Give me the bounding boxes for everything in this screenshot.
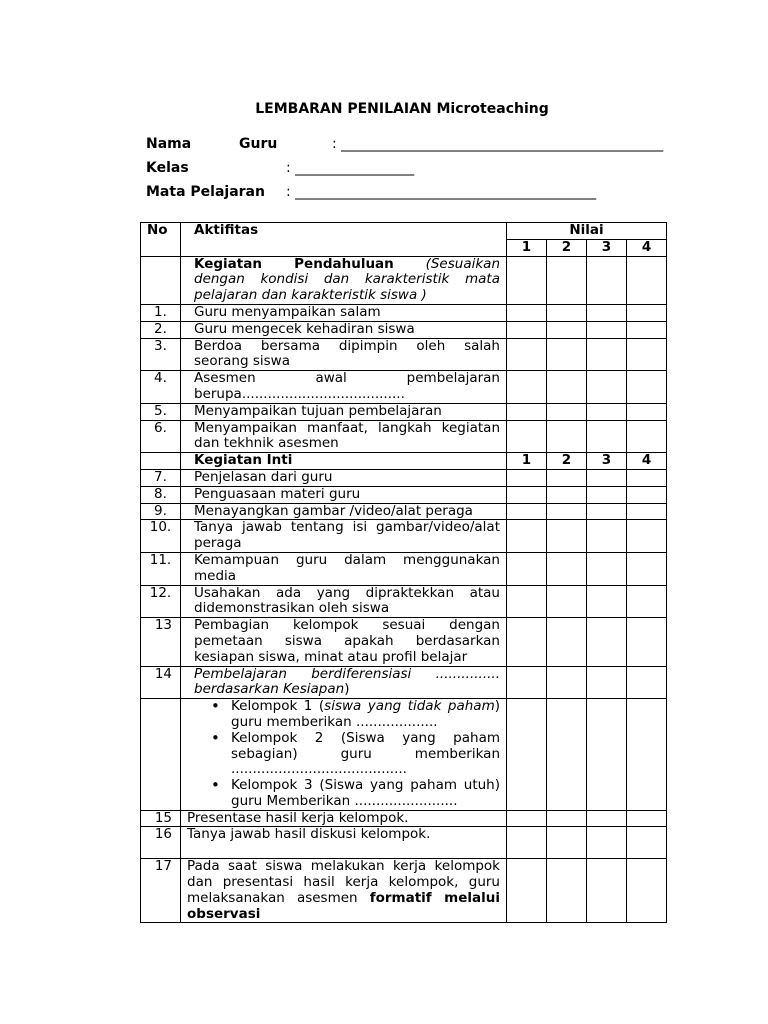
- mata-pelajaran-line: : ___________________________________________: [286, 184, 597, 200]
- table-header-row: [141, 223, 667, 240]
- header-no: No: [141, 223, 181, 257]
- score-header-1: 1: [507, 239, 547, 256]
- kelompok-row: [141, 699, 667, 811]
- header-nilai: Nilai: [507, 223, 667, 240]
- kelas-line: : _________________: [286, 160, 415, 176]
- row-activity: Menayangkan gambar /video/alat peraga: [181, 503, 507, 520]
- section-pendahuluan: [181, 256, 507, 304]
- inti-score-2: 2: [547, 453, 587, 470]
- row-activity: Kemampuan guru dalam menggunakan media: [181, 552, 507, 585]
- row-number: 17: [141, 859, 181, 923]
- table-row: [141, 321, 667, 338]
- row-number: 16: [141, 827, 181, 859]
- kelompok-list: [207, 699, 500, 810]
- row17-bold: formatif melalui observasi: [187, 889, 500, 922]
- row-activity: Berdoa bersama dipimpin oleh salah seorang siswa: [181, 338, 507, 371]
- row-number: 3.: [141, 338, 181, 371]
- row-number: 12.: [141, 585, 181, 618]
- row-activity: Pembagian kelompok sesuai dengan pemetaan siswa apakah berdasarkan kesiapan siswa, minat atau profil belajar: [181, 618, 507, 666]
- row-number: 14: [141, 666, 181, 699]
- row-activity: Guru menyampaikan salam: [181, 304, 507, 321]
- kelompok-item: • Kelompok 3 (Siswa yang paham utuh) guru Memberikan ........................: [207, 778, 500, 810]
- section-pendahuluan-row: [141, 256, 667, 304]
- row-activity: Presentase hasil kerja kelompok.: [181, 810, 507, 827]
- table-row: [141, 859, 667, 923]
- row-number: 7.: [141, 469, 181, 486]
- kelompok-item: • Kelompok 2 (Siswa yang paham sebagian) guru memberikan .........................................: [207, 731, 500, 778]
- section-inti: Kegiatan Inti: [181, 453, 507, 470]
- row-activity: Tanya jawab hasil diskusi kelompok.: [181, 827, 507, 859]
- kelompok-item: • Kelompok 1 (siswa yang tidak paham) guru memberikan ...................: [207, 699, 500, 731]
- row14-paren: ): [344, 681, 350, 698]
- pendahuluan-title: Kegiatan Pendahuluan: [194, 255, 394, 272]
- table-row: [141, 520, 667, 553]
- assessment-table: [140, 222, 667, 923]
- section-inti-row: [141, 453, 667, 470]
- row-activity: Menyampaikan manfaat, langkah kegiatan dan tekhnik asesmen: [181, 420, 507, 453]
- score-header-3: 3: [587, 239, 627, 256]
- row-activity: Tanya jawab tentang isi gambar/video/alat peraga: [181, 520, 507, 553]
- row-number: 13: [141, 618, 181, 666]
- table-row: [141, 503, 667, 520]
- table-row: [141, 585, 667, 618]
- inti-score-4: 4: [627, 453, 667, 470]
- inti-score-1: 1: [507, 453, 547, 470]
- table-row: [141, 403, 667, 420]
- row17-text: Pada saat siswa melakukan kerja kelompok dan presentasi hasil kerja kelompok, guru melaksanakan asesmen: [187, 858, 500, 906]
- guru-label: Guru: [239, 136, 278, 152]
- table-row: [141, 420, 667, 453]
- table-row: [141, 304, 667, 321]
- table-row: [141, 552, 667, 585]
- header-aktifitas: Aktifitas: [181, 223, 507, 257]
- mata-pelajaran-label: Mata Pelajaran: [146, 184, 265, 200]
- row-number: 11.: [141, 552, 181, 585]
- row14-text: Pembelajaran berdiferensiasi ............... berdasarkan Kesiapan: [194, 665, 500, 698]
- table-row: [141, 371, 667, 404]
- table-row: [141, 469, 667, 486]
- table-row: [141, 810, 667, 827]
- kelas-label: Kelas: [146, 160, 189, 176]
- row-number: 1.: [141, 304, 181, 321]
- row-activity: Menyampaikan tujuan pembelajaran: [181, 403, 507, 420]
- row-activity: Penjelasan dari guru: [181, 469, 507, 486]
- score-header-4: 4: [627, 239, 667, 256]
- row-number: 2.: [141, 321, 181, 338]
- page-title: LEMBARAN PENILAIAN Microteaching: [255, 101, 549, 117]
- row-number: 4.: [141, 371, 181, 404]
- kelompok-list-cell: [181, 699, 507, 811]
- row-activity: Guru mengecek kehadiran siswa: [181, 321, 507, 338]
- row-number: 8.: [141, 486, 181, 503]
- row-activity: [181, 859, 507, 923]
- row-activity: Asesmen awal pembelajaran berupa......................................: [181, 371, 507, 404]
- inti-score-3: 3: [587, 453, 627, 470]
- score-header-2: 2: [547, 239, 587, 256]
- table-row: [141, 486, 667, 503]
- pendahuluan-note: (Sesuaikan dengan kondisi dan karakteristik mata pelajaran dan karakteristik siswa ): [194, 255, 500, 304]
- row-number: 10.: [141, 520, 181, 553]
- row-number: 15: [141, 810, 181, 827]
- row-number: 9.: [141, 503, 181, 520]
- table-row: [141, 666, 667, 699]
- table-row: [141, 338, 667, 371]
- table-row: [141, 827, 667, 859]
- nama-label: Nama: [146, 136, 192, 152]
- row-number: 5.: [141, 403, 181, 420]
- row-number: 6.: [141, 420, 181, 453]
- table-row: [141, 618, 667, 666]
- row-activity: Penguasaan materi guru: [181, 486, 507, 503]
- row-activity: Usahakan ada yang dipraktekkan atau didemonstrasikan oleh siswa: [181, 585, 507, 618]
- row-activity: [181, 666, 507, 699]
- nama-guru-line: : ______________________________________________: [332, 136, 664, 152]
